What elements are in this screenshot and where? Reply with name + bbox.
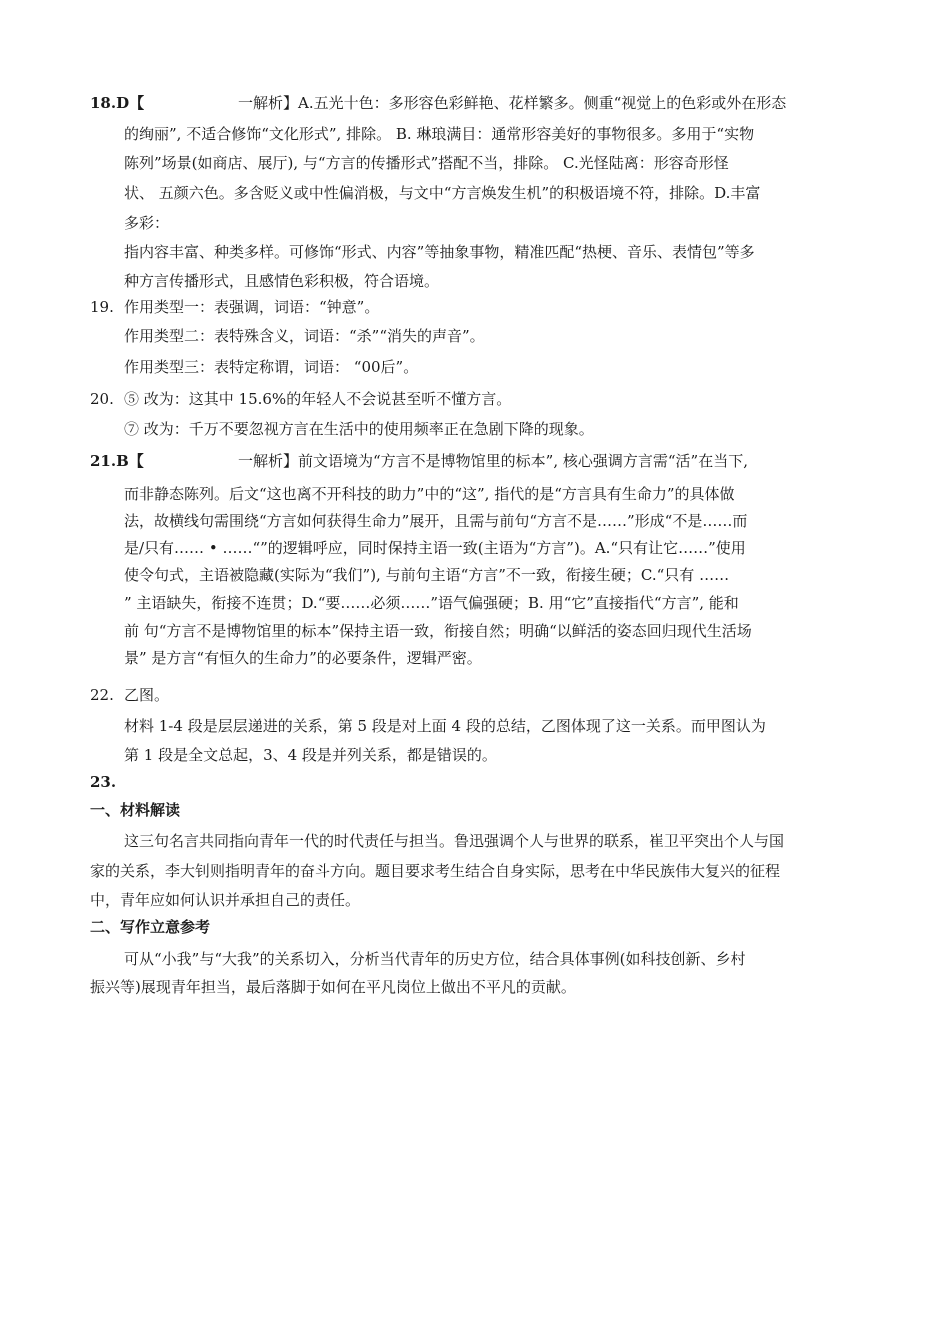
q21-line-5: 使令句式，主语被隐藏(实际为“我们”), 与前句主语“方言”不一致，衔接生硬；C.“只有 …… <box>124 566 730 584</box>
q21-line-4: 是/只有…… • ……“”的逻辑呼应，同时保持主语一致(主语为“方言”)。A.“只有让它……”使用 <box>124 539 746 557</box>
q20-line-2: ⑦ 改为：千万不要忽视方言在生活中的使用频率正在急剧下降的现象。 <box>124 420 594 438</box>
q19-number: 19. <box>90 298 114 316</box>
q21-line-2: 而非静态陈列。后文“这也离不开科技的助力”中的“这”, 指代的是“方言具有生命力”的具体做 <box>124 485 735 503</box>
q21-line-1: 一解析】前文语境为“方言不是博物馆里的标本”, 核心强调方言需“活”在当下, <box>238 452 748 470</box>
q23-section1-line-2: 家的关系，李大钊则指明青年的奋斗方向。题目要求考生结合自身实际，思考在中华民族伟大复兴的征程 <box>90 862 781 880</box>
q18-line-2: 的绚丽”, 不适合修饰“文化形式”, 排除。 B. 琳琅满目：通常形容美好的事物很多。多用于“实物 <box>124 125 755 143</box>
q18-line-3: 陈列”场景(如商店、展厅), 与“方言的传播形式”搭配不当，排除。 C.光怪陆离：形容奇形怪 <box>124 154 729 172</box>
q23-number: 23. <box>90 773 117 791</box>
q23-section2-title: 二、写作立意参考 <box>90 918 211 936</box>
q23-section2-line-2: 振兴等)展现青年担当，最后落脚于如何在平凡岗位上做出不平凡的贡献。 <box>90 978 576 996</box>
q18-line-6: 指内容丰富、种类多样。可修饰“形式、内容”等抽象事物，精准匹配“热梗、音乐、表情包”等多 <box>124 243 755 261</box>
q23-section2-line-1: 可从“小我”与“大我”的关系切入，分析当代青年的历史方位，结合具体事例(如科技创新、乡村 <box>124 950 746 968</box>
q21-line-3: 法，故横线句需围绕“方言如何获得生命力”展开，且需与前句“方言不是……”形成“不是……而 <box>124 512 748 530</box>
q23-section1-line-1: 这三句名言共同指向青年一代的时代责任与担当。鲁迅强调个人与世界的联系，崔卫平突出个人与国 <box>124 832 785 850</box>
q18-line-4: 状、 五颜六色。多含贬义或中性偏消极，与文中“方言焕发生机”的积极语境不符，排除。D.丰富 <box>124 184 761 202</box>
q19-line-2: 作用类型二：表特殊含义，词语：“杀”“消失的声音”。 <box>124 327 485 345</box>
q23-section1-title: 一、材料解读 <box>90 801 181 819</box>
q18-line-1: 一解析】A.五光十色：多形容色彩鲜艳、花样繁多。侧重“视觉上的色彩或外在形态 <box>238 94 787 112</box>
q22-answer: 乙图。 <box>124 686 170 704</box>
q18-line-5: 多彩： <box>124 214 170 232</box>
q22-line-1: 材料 1-4 段是层层递进的关系，第 5 段是对上面 4 段的总结，乙图体现了这一关系。而甲图认为 <box>124 717 766 735</box>
q22-number: 22. <box>90 686 114 704</box>
q20-number: 20. <box>90 390 114 408</box>
q21-line-8: 景” 是方言“有恒久的生命力”的必要条件，逻辑严密。 <box>124 649 482 667</box>
q21-line-7: 前 句“方言不是博物馆里的标本”保持主语一致，衔接自然；明确“以鲜活的姿态回归现代生活场 <box>124 622 752 640</box>
q22-line-2: 第 1 段是全文总起，3、4 段是并列关系，都是错误的。 <box>124 746 497 764</box>
q18-line-7: 种方言传播形式，且感情色彩积极，符合语境。 <box>124 272 440 290</box>
q19-line-1: 作用类型一：表强调，词语：“钟意”。 <box>124 298 380 316</box>
q21-label: 21.B【 <box>90 452 144 470</box>
q23-section1-line-3: 中，青年应如何认识并承担自己的责任。 <box>90 891 361 909</box>
q21-line-6: ” 主语缺失，衔接不连贯；D.“要……必须……”语气偏强硬；B. 用“它”直接指代“方言”, 能和 <box>124 594 739 612</box>
q20-line-1: ⑤ 改为：这其中 15.6%的年轻人不会说甚至听不懂方言。 <box>124 390 512 408</box>
q19-line-3: 作用类型三：表特定称谓，词语： “00后”。 <box>124 358 419 376</box>
q18-label: 18.D【 <box>90 94 145 112</box>
